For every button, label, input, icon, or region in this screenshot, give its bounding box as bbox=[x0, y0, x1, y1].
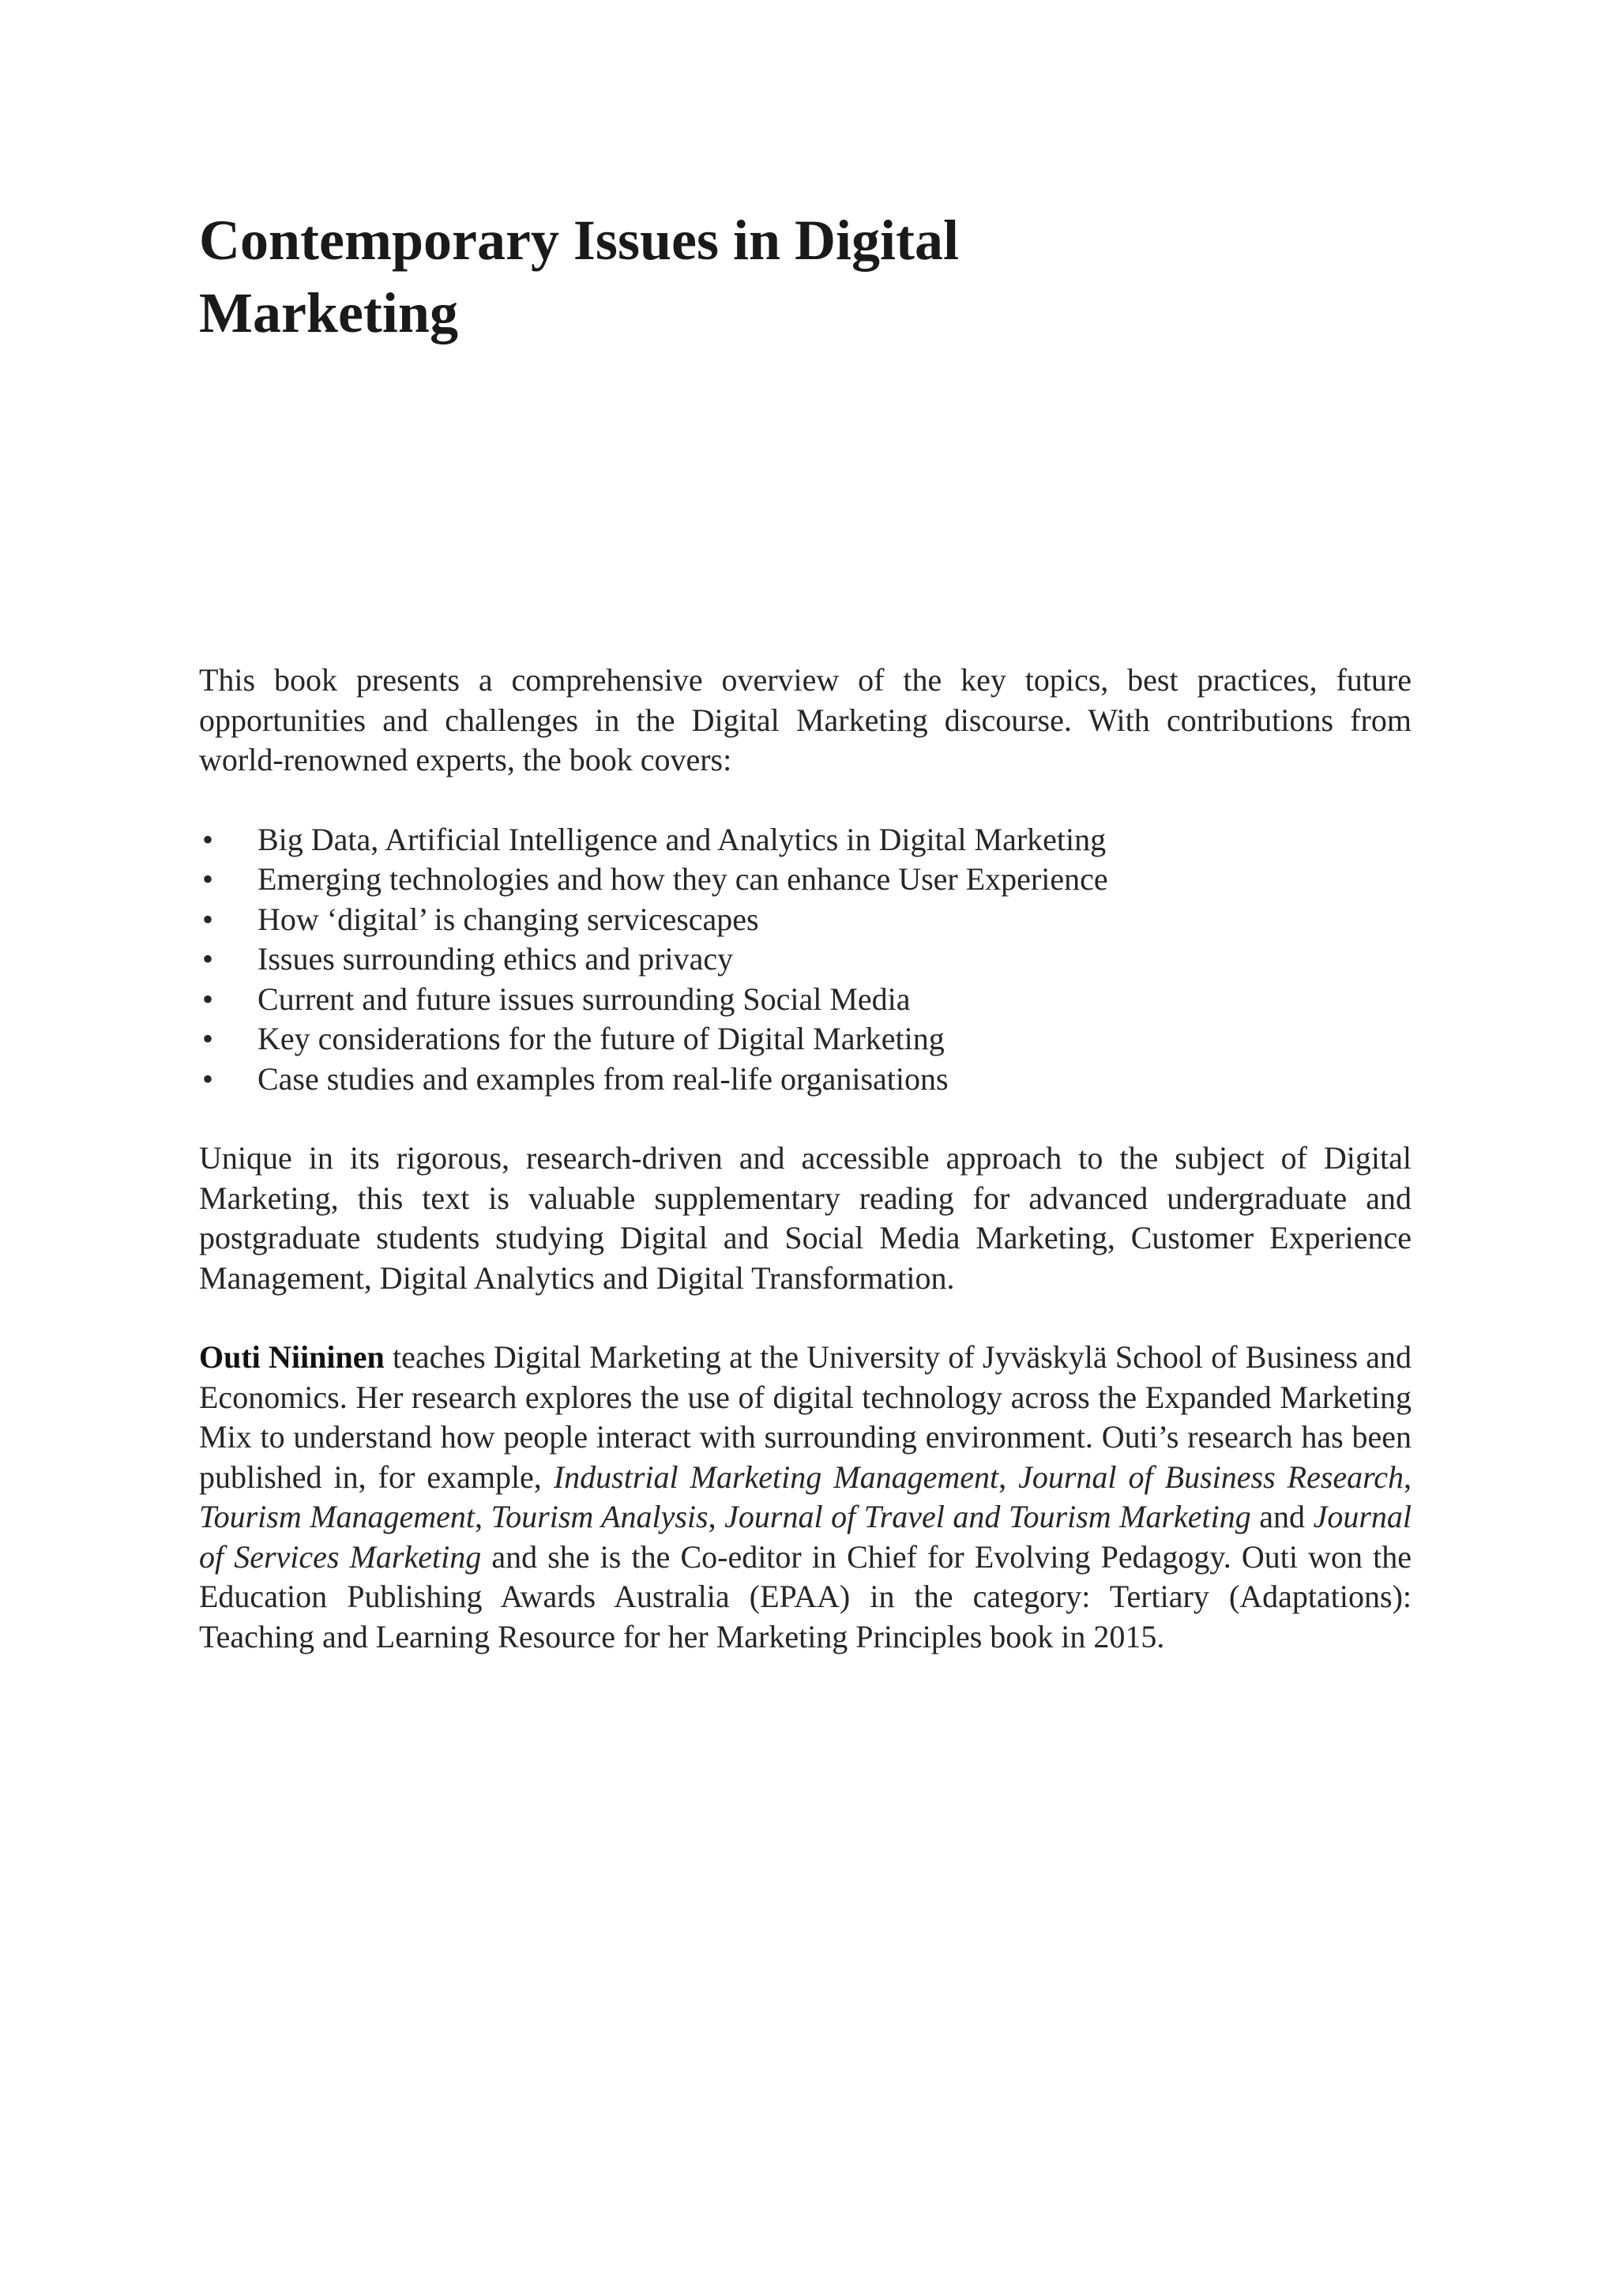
list-item-text: Issues surrounding ethics and privacy bbox=[258, 941, 734, 977]
bullet-icon: • bbox=[202, 981, 214, 1017]
list-item bbox=[199, 980, 1412, 1020]
bullet-icon: • bbox=[202, 901, 214, 937]
bullet-icon: • bbox=[202, 941, 214, 977]
bio-separator: , bbox=[708, 1499, 725, 1534]
bullet-icon: • bbox=[202, 861, 214, 897]
journal-title: Journal of Business Research bbox=[1018, 1459, 1404, 1495]
list-item bbox=[199, 1019, 1412, 1060]
bio-separator: , bbox=[475, 1499, 491, 1534]
journal-title: Industrial Marketing Management bbox=[553, 1459, 999, 1495]
journal-title: Journal of Services Marketing bbox=[199, 1499, 1412, 1575]
bullet-icon: • bbox=[202, 821, 214, 857]
bio-text-1: teaches Digital Marketing at the University of Jyväskylä School of Business and Economics. Her research explores the use of digital technology across the Expanded Marketing Mix to understand how people interact with surrounding environment. Outi’s research has been published in, for example, bbox=[199, 1339, 1412, 1495]
author-name: Outi Niininen bbox=[199, 1339, 385, 1375]
bio-separator: , bbox=[998, 1459, 1019, 1495]
list-item bbox=[199, 860, 1412, 900]
journal-title: Journal of Travel and Tourism Marketing bbox=[724, 1499, 1251, 1534]
list-item bbox=[199, 1060, 1412, 1100]
book-description-block bbox=[199, 661, 1412, 1657]
list-item-text: Case studies and examples from real-life organisations bbox=[258, 1060, 949, 1097]
list-item-text: Key considerations for the future of Digital Marketing bbox=[258, 1021, 945, 1056]
title-line-2: Marketing bbox=[199, 281, 458, 344]
author-bio-paragraph bbox=[199, 1338, 1412, 1657]
bio-separator: and bbox=[1250, 1499, 1314, 1534]
intro-paragraph: This book presents a comprehensive overview of the key topics, best practices, future opportunities and challenges in the Digital Marketing discourse. With contributions from world-renowned experts, the book covers: bbox=[199, 662, 1412, 777]
journal-title: Tourism Analysis bbox=[491, 1499, 709, 1534]
bullet-icon: • bbox=[202, 1060, 214, 1097]
list-item bbox=[199, 939, 1412, 980]
bio-separator: , bbox=[1404, 1459, 1412, 1495]
list-item-text: How ‘digital’ is changing servicescapes bbox=[258, 901, 759, 937]
list-item-text: Big Data, Artificial Intelligence and Analytics in Digital Marketing bbox=[258, 821, 1107, 857]
page-title bbox=[199, 204, 1384, 349]
list-item bbox=[199, 820, 1412, 860]
list-item bbox=[199, 900, 1412, 940]
bullet-icon: • bbox=[202, 1021, 214, 1056]
list-item-text: Current and future issues surrounding Social Media bbox=[258, 981, 911, 1017]
journal-title: Tourism Management bbox=[199, 1499, 476, 1534]
title-line-1: Contemporary Issues in Digital bbox=[199, 209, 960, 272]
bio-text-2: and she is the Co-editor in Chief for Evolving Pedagogy. Outi won the Education Publishing Awards Australia (EPAA) in the category: Tertiary (Adaptations): Teaching and Learning Resource for her Marketing Principles book in 2015. bbox=[199, 1538, 1412, 1654]
list-item-text: Emerging technologies and how they can enhance User Experience bbox=[258, 861, 1108, 897]
description-paragraph: Unique in its rigorous, research-driven and accessible approach to the subject of Digital Marketing, this text is valuable supplementary reading for advanced undergraduate and postgraduate students studying Digital and Social Media Marketing, Customer Experience Management, Digital Analytics and Digital Transformation. bbox=[199, 1140, 1412, 1296]
topics-list bbox=[199, 820, 1412, 1100]
